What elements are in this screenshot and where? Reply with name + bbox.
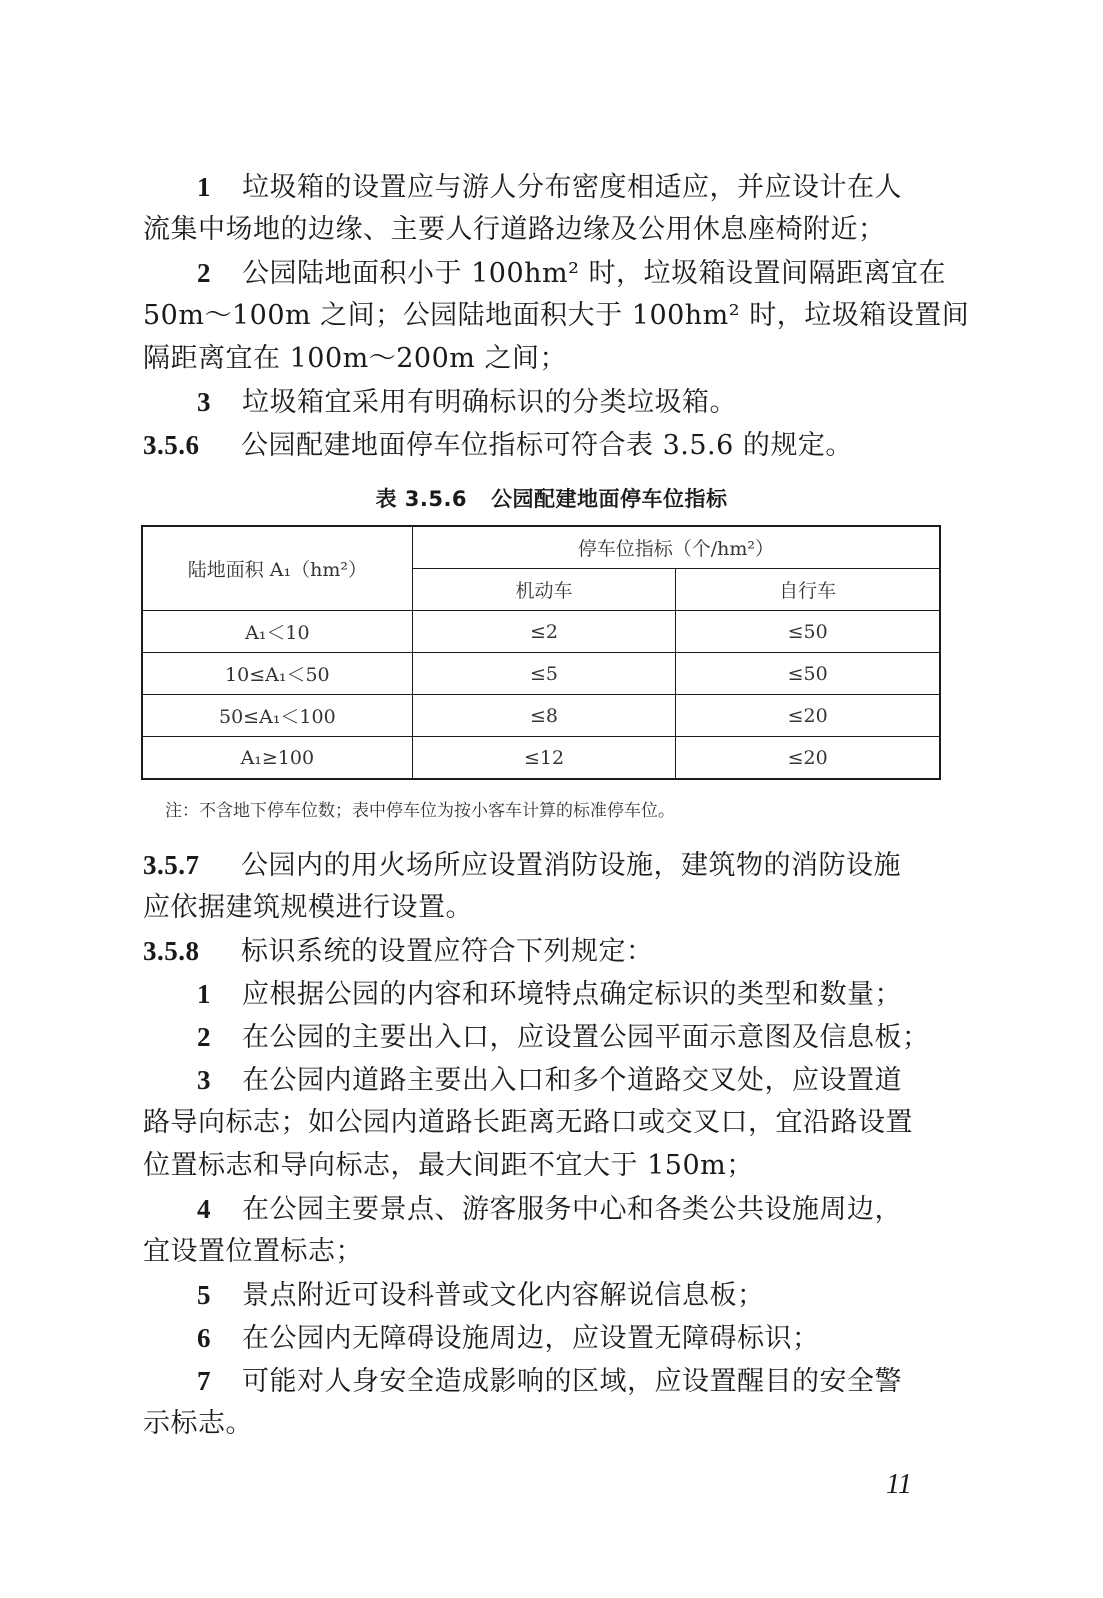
item-358-7 <box>197 1362 1017 1401</box>
item-358-1 <box>197 975 1017 1014</box>
cell-bike: ≤50 <box>676 653 940 695</box>
clause-text: 公园内的用火场所应设置消防设施，建筑物的消防设施 <box>241 850 901 881</box>
item-358-3-continuation-2: 位置标志和导向标志，最大间距不宜大于 150m； <box>143 1150 754 1181</box>
item-text: 可能对人身安全造成影响的区域，应设置醒目的安全警 <box>242 1366 902 1397</box>
cell-bike: ≤50 <box>676 611 940 653</box>
item-358-5 <box>197 1276 1017 1315</box>
item-number: 3 <box>197 1065 211 1095</box>
cell-motor: ≤2 <box>412 611 676 653</box>
item-number: 2 <box>197 1022 211 1052</box>
item-358-3 <box>197 1061 1017 1100</box>
item-358-4-continuation: 宜设置位置标志； <box>143 1236 363 1267</box>
clause-3-5-6 <box>143 426 963 465</box>
table-header-row <box>142 526 940 569</box>
item-number: 7 <box>197 1366 211 1396</box>
item-text: 景点附近可设科普或文化内容解说信息板； <box>242 1280 765 1311</box>
item-2-line <box>197 254 1017 293</box>
item-number: 5 <box>197 1280 211 1310</box>
item-text: 垃圾箱的设置应与游人分布密度相适应，并应设计在人 <box>242 172 902 203</box>
item-number: 1 <box>197 979 211 1009</box>
cell-bike: ≤20 <box>676 695 940 737</box>
page-number: 11 <box>886 1469 912 1500</box>
header-motor: 机动车 <box>412 569 676 611</box>
item-1-continuation: 流集中场地的边缘、主要人行道路边缘及公用休息座椅附近； <box>143 214 886 245</box>
item-358-2 <box>197 1018 1017 1057</box>
item-text: 垃圾箱宜采用有明确标识的分类垃圾箱。 <box>242 387 737 418</box>
item-text: 在公园内无障碍设施周边，应设置无障碍标识； <box>242 1323 820 1354</box>
cell-area: 10≤A₁＜50 <box>142 653 412 695</box>
item-number: 3 <box>197 387 211 417</box>
item-3-line <box>197 383 1017 422</box>
table-note: 注：不含地下停车位数；表中停车位为按小客车计算的标准停车位。 <box>165 801 675 821</box>
table-row <box>142 695 940 737</box>
table-caption <box>0 483 1103 515</box>
cell-area: A₁≥100 <box>142 737 412 780</box>
item-number: 4 <box>197 1194 211 1224</box>
clause-3-5-7-continuation: 应依据建筑规模进行设置。 <box>143 892 473 923</box>
item-text: 在公园主要景点、游客服务中心和各类公共设施周边， <box>242 1194 902 1225</box>
clause-number: 3.5.7 <box>143 850 200 880</box>
item-2-continuation: 50m～100m 之间；公园陆地面积大于 100hm² 时，垃圾箱设置间 <box>143 300 970 331</box>
item-358-6 <box>197 1319 1017 1358</box>
cell-area: 50≤A₁＜100 <box>142 695 412 737</box>
item-number: 1 <box>197 172 211 202</box>
clause-text: 公园配建地面停车位指标可符合表 3.5.6 的规定。 <box>241 430 853 461</box>
item-number: 6 <box>197 1323 211 1353</box>
cell-bike: ≤20 <box>676 737 940 780</box>
cell-motor: ≤5 <box>412 653 676 695</box>
cell-motor: ≤12 <box>412 737 676 780</box>
item-text: 在公园的主要出入口，应设置公园平面示意图及信息板； <box>242 1022 930 1053</box>
clause-3-5-8 <box>143 932 963 971</box>
table-caption-number: 表 3.5.6 <box>375 487 468 511</box>
cell-motor: ≤8 <box>412 695 676 737</box>
item-number: 2 <box>197 258 211 288</box>
item-358-3-continuation: 路导向标志；如公园内道路长距离无路口或交叉口，宜沿路设置 <box>143 1107 913 1138</box>
table-row <box>142 737 940 780</box>
header-index: 停车位指标（个/hm²） <box>412 526 940 569</box>
table-caption-title: 公园配建地面停车位指标 <box>491 487 728 511</box>
table-row <box>142 611 940 653</box>
header-area: 陆地面积 A₁（hm²） <box>142 526 412 611</box>
item-1-line <box>197 168 1017 207</box>
clause-text: 标识系统的设置应符合下列规定： <box>241 936 654 967</box>
header-bike: 自行车 <box>676 569 940 611</box>
item-text: 应根据公园的内容和环境特点确定标识的类型和数量； <box>242 979 902 1010</box>
table-row <box>142 653 940 695</box>
clause-number: 3.5.6 <box>143 430 200 460</box>
clause-3-5-7 <box>143 846 963 885</box>
cell-area: A₁＜10 <box>142 611 412 653</box>
clause-number: 3.5.8 <box>143 936 200 966</box>
item-2-continuation-2: 隔距离宜在 100m～200m 之间； <box>143 343 567 374</box>
item-text: 公园陆地面积小于 100hm² 时，垃圾箱设置间隔距离宜在 <box>242 258 947 289</box>
parking-index-table <box>141 525 941 780</box>
item-358-4 <box>197 1190 1017 1229</box>
item-358-7-continuation: 示标志。 <box>143 1408 253 1439</box>
item-text: 在公园内道路主要出入口和多个道路交叉处，应设置道 <box>242 1065 902 1096</box>
